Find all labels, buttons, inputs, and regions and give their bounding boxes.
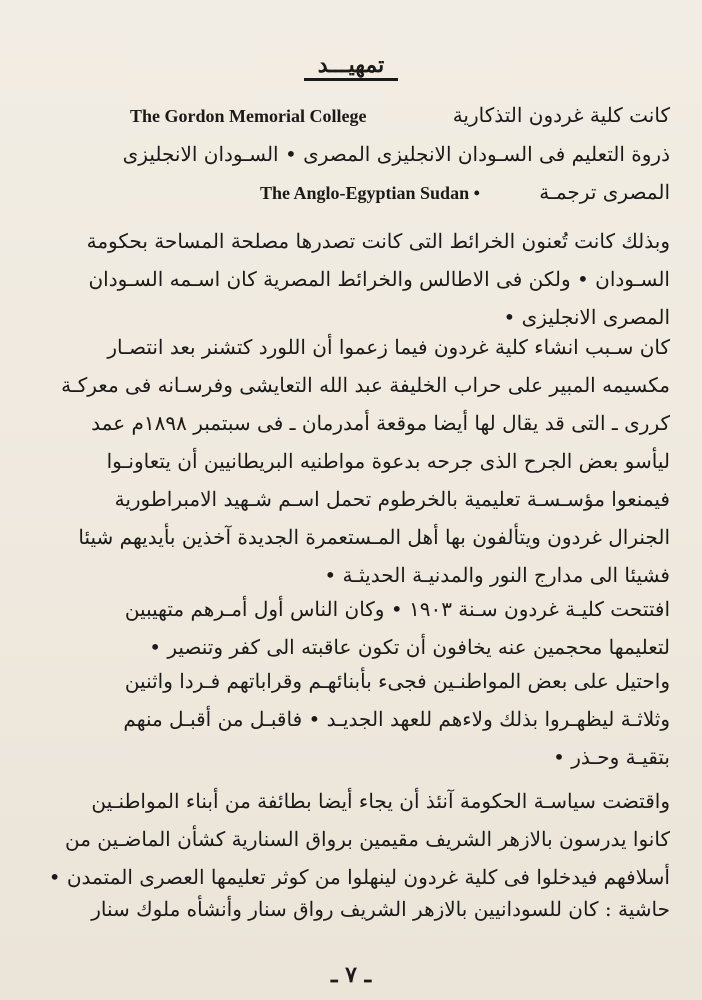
text-line: لتعليمها محجمين عنه يخافون أن تكون عاقبته الى كفر وتنصير • xyxy=(149,635,670,659)
text-line: واقتضت سياسـة الحكومة آنئذ أن يجاء أيضا بطائفة من أبناء المواطنـين xyxy=(91,789,670,813)
paragraph-3 xyxy=(30,328,670,594)
paragraph-2 xyxy=(30,222,670,336)
text-line: افتتحت كليـة غردون سـنة ١٩٠٣ • وكان الناس أول أمـرهم متهيبين xyxy=(124,597,670,621)
text-line: كررى ـ التى قد يقال لها أيضا موقعة أمدرمان ـ فى سبتمبر ١٨٩٨م عمد xyxy=(91,411,670,435)
text-line: السـودان • ولكن فى الاطالس والخرائط المصرية كان اسـمه السـودان xyxy=(88,267,670,291)
footnote-text: حاشية : كان للسودانيين بالازهر الشريف رواق سنار وأنشأه ملوك سنار xyxy=(91,897,670,921)
text-line: وبذلك كانت تُعنون الخرائط التى كانت تصدرها مصلحة المساحة بحكومة xyxy=(86,229,670,253)
paragraph-6 xyxy=(30,782,670,896)
text-line: ذروة التعليم فى السـودان الانجليزى المصرى • السـودان الانجليزى xyxy=(122,142,670,166)
text-line: ليأسو بعض الجرح الذى جرحه بدعوة مواطنيه البريطانيين أن يتعاونـوا xyxy=(106,449,670,473)
text-line: المصرى ترجمـة xyxy=(539,180,670,204)
text-line: المصرى الانجليزى • xyxy=(503,305,670,329)
text-line: كانت كلية غردون التذكارية xyxy=(452,103,670,127)
text-line: الجنرال غردون ويتألفون بها أهل المـستعمرة الجديدة آخذين بأيديهم شيئا xyxy=(78,525,670,549)
text-line: كان سـبب انشاء كلية غردون فيما زعموا أن اللورد كتشنر بعد انتصـار xyxy=(107,335,670,359)
text-line-english: The Anglo-Egyptian Sudan • xyxy=(260,183,480,203)
paragraph-4 xyxy=(30,590,670,666)
text-line: وثلاثـة ليظهـروا بذلك ولاءهم للعهد الجديـد • فاقبـل من أقبـل منهم xyxy=(123,707,670,731)
text-line: أسلافهم فيدخلوا فى كلية غردون لينهلوا من كوثر تعليمها العصرى المتمدن • xyxy=(48,865,670,889)
section-heading: تمهيـــد xyxy=(0,52,702,78)
text-line: كانوا يدرسون بالازهر الشريف مقيمين برواق السنارية كشأن الماضـين من xyxy=(65,827,670,851)
text-line: مكسيمه المبير على حراب الخليفة عبد الله التعايشى وفرسـانه فى معركـة xyxy=(61,373,670,397)
text-line: بتقيـة وحـذر • xyxy=(553,745,670,769)
text-line: فيمنعوا مؤسـسـة تعليمية بالخرطوم تحمل اسـم شـهيد الامبراطورية xyxy=(114,487,670,511)
page-number: ـ ٧ ـ xyxy=(330,962,372,988)
text-line-english: The Gordon Memorial College xyxy=(130,106,367,126)
text-line: فشيئا الى مدارج النور والمدنيـة الحديثـة • xyxy=(324,563,670,587)
paragraph-1 xyxy=(30,96,670,212)
paragraph-5 xyxy=(30,662,670,776)
footnote xyxy=(30,890,670,928)
text-line: واحتيل على بعض المواطنـين فجىء بأبنائهـم وقراباتهم فـردا واثنين xyxy=(124,669,670,693)
